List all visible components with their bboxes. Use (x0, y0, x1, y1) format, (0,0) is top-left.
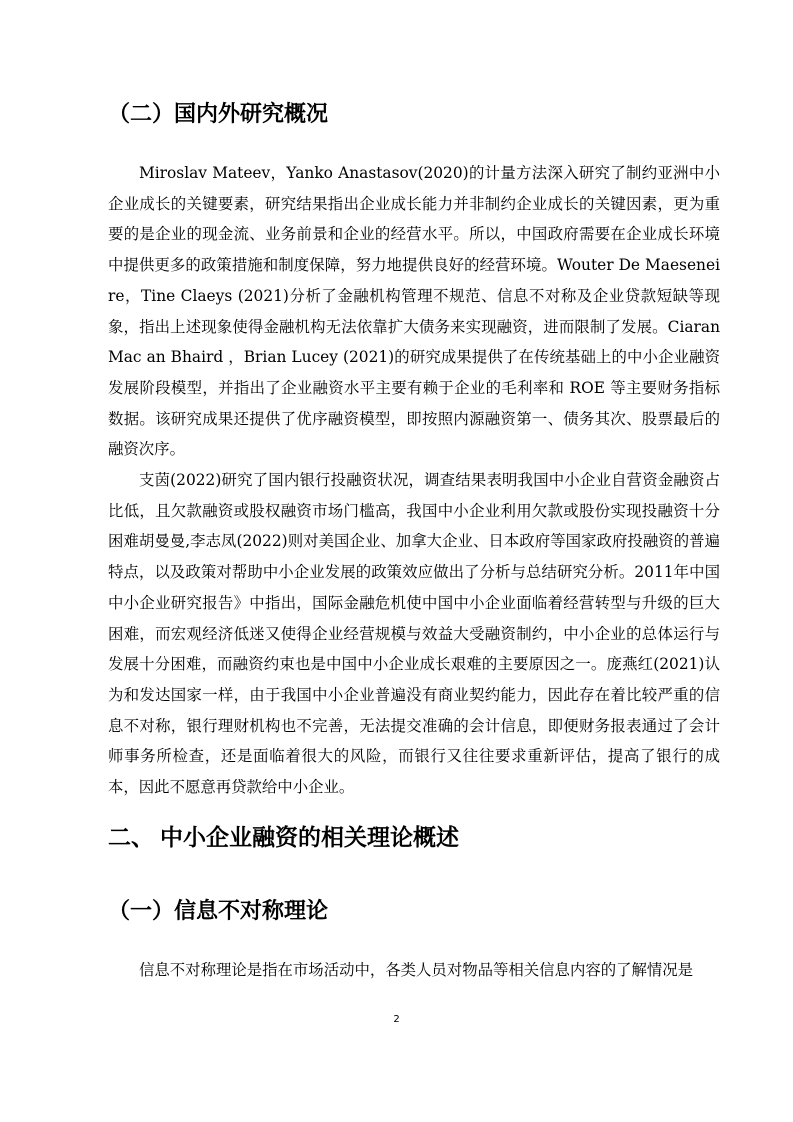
chapter-title: 中小企业融资的相关理论概述 (160, 825, 459, 851)
section-heading-domestic-foreign-research: （二）国内外研究概况 (108, 102, 329, 127)
page-number: 2 (393, 1014, 400, 1025)
chapter-heading (108, 821, 708, 855)
chapter-number: 二、 (108, 825, 154, 851)
body-paragraph: 信息不对称理论是指在市场活动中，各类人员对物品等相关信息内容的了解情况是 (139, 961, 694, 979)
section-heading-information-asymmetry: （一）信息不对称理论 (108, 899, 329, 924)
body-paragraph: Miroslav Mateev，Yanko Anastasov(2020)的计量方法深入研究了制约亚洲中小企业成长的关键要素，研究结果指出企业成长能力并非制约企业成长的关键因素，更为重要的是企业的现金流、业务前景和企业的经营水平。所以，中国政府需要在企业成长环境中提供更多的政策措施和制度保障，努力地提供良好的经营环境。Wouter De Maeseneire，Tine Claeys (2021)分析了金融机构管理不规范、信息不对称及企业贷款短缺等现象，指出上述现象使得金融机构无法依靠扩大债务来实现融资，进而限制了发展。Ciaran Mac an Bhaird ，Brian Lucey (2021)的研究成果提供了在传统基础上的中小企业融资发展阶段模型，并指出了企业融资水平主要有赖于企业的毛利率和 ROE 等主要财务指标数据。该研究成果还提供了优序融资模型，即按照内源融资第一、债务其次、股票最后的融资次序。 (108, 164, 720, 459)
body-paragraph: 支茵(2022)研究了国内银行投融资状况，调查结果表明我国中小企业自营资金融资占比低，且欠款融资或股权融资市场门槛高，我国中小企业利用欠款或股份实现投融资十分困难胡曼曼,李志凤(2022)则对美国企业、加拿大企业、日本政府等国家政府投融资的普遍特点，以及政策对帮助中小企业发展的政策效应做出了分析与总结研究分析。2011年中国中小企业研究报告》中指出，国际金融危机使中国中小企业面临着经营转型与升级的巨大困难，而宏观经济低迷又使得企业经营规模与效益大受融资制约，中小企业的总体运行与发展十分困难，而融资约束也是中国中小企业成长艰难的主要原因之一。庞燕红(2021)认为和发达国家一样，由于我国中小企业普遍没有商业契约能力，因此存在着比较严重的信息不对称，银行理财机构也不完善，无法提交准确的会计信息，即便财务报表通过了会计师事务所检查，还是面临着很大的风险，而银行又往往要求重新评估，提高了银行的成本，因此不愿意再贷款给中小企业。 (108, 471, 720, 797)
